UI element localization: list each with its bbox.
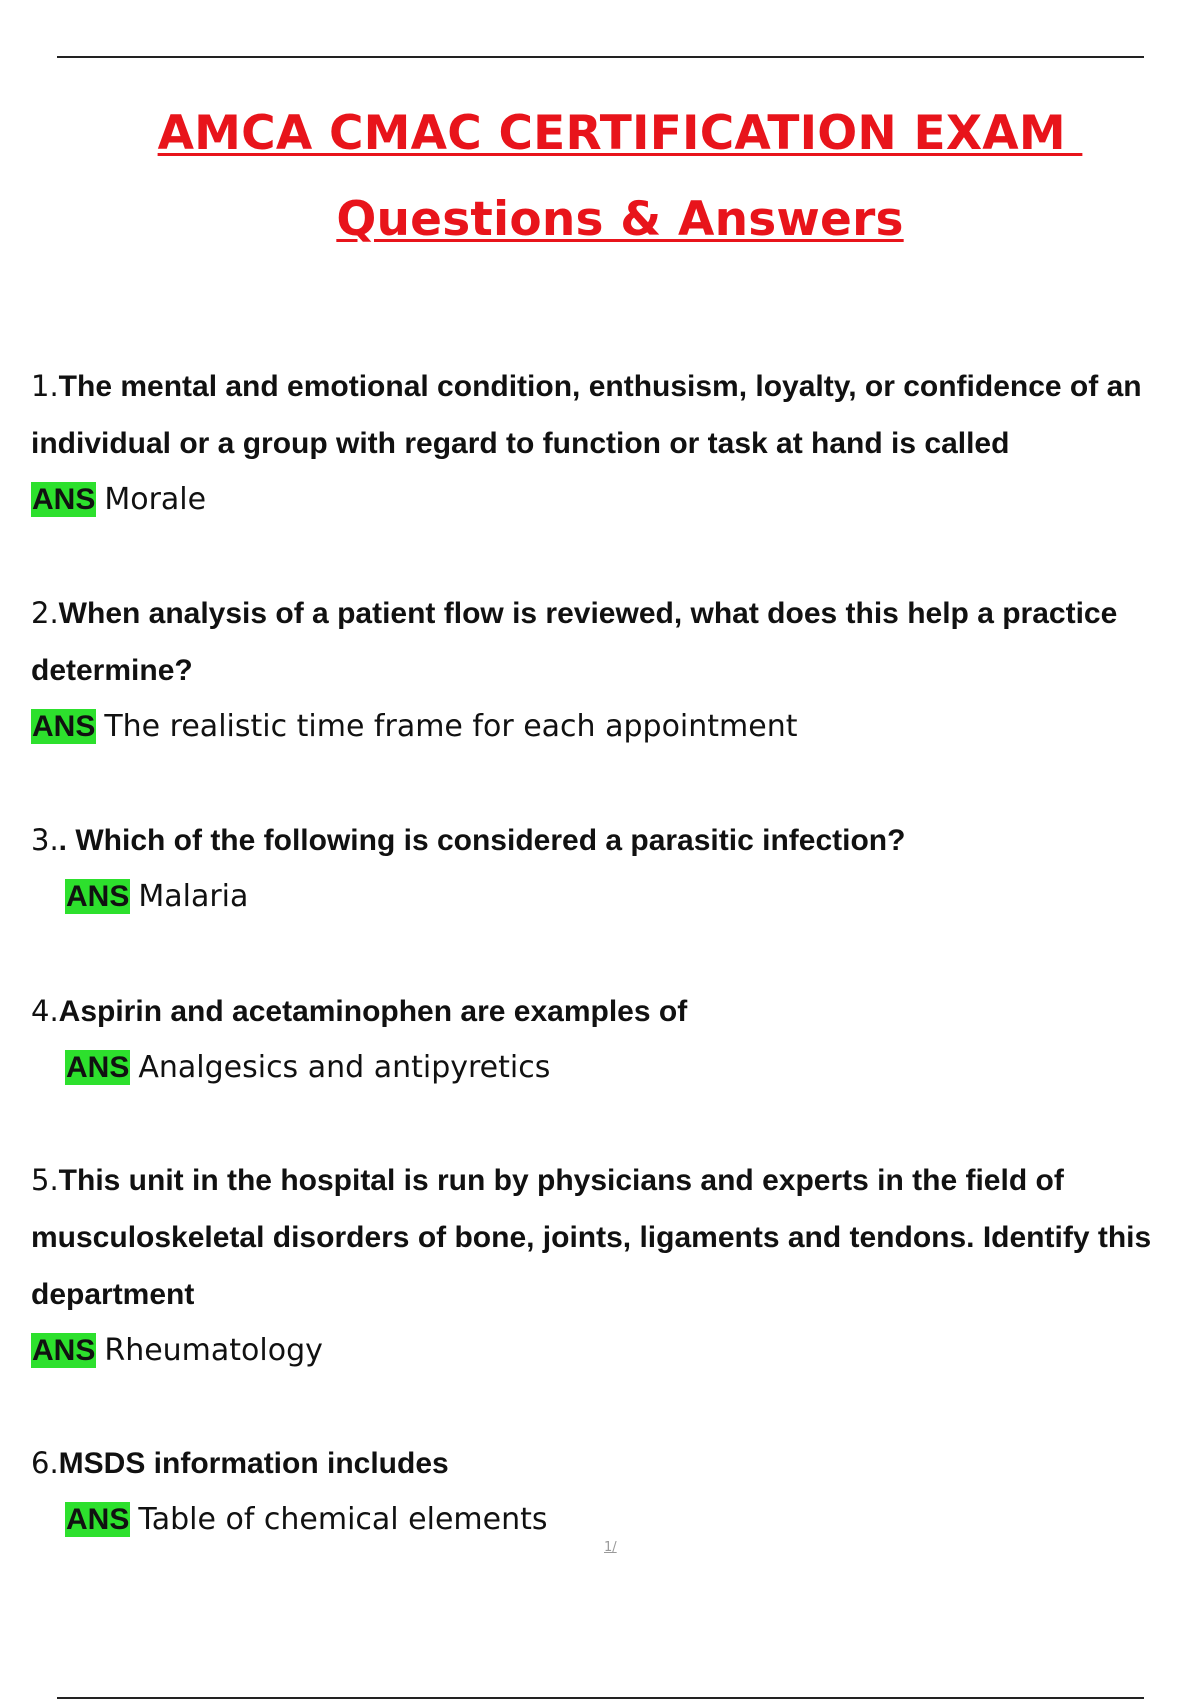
question-6 xyxy=(31,1435,1181,1492)
answer-text: Malaria xyxy=(138,879,249,914)
bottom-rule xyxy=(57,1697,1144,1699)
question-number: 3. xyxy=(31,823,59,857)
question-4 xyxy=(31,983,1181,1040)
qa-item-5 xyxy=(31,1152,1181,1379)
page-number: 1/ xyxy=(604,1540,617,1555)
answer-text: Table of chemical elements xyxy=(138,1502,548,1537)
question-5 xyxy=(31,1152,1181,1323)
question-text: This unit in the hospital is run by physicians and experts in the field of musculoskeletal disorders of bone, joints, ligaments and tendons. Identify this department xyxy=(31,1164,1152,1311)
ans-highlight-label: ANS xyxy=(32,483,96,516)
answer-text: The realistic time frame for each appointment xyxy=(104,709,798,744)
qa-item-3 xyxy=(31,812,1181,925)
answer-text: Rheumatology xyxy=(104,1333,323,1368)
question-number: 4. xyxy=(31,994,59,1028)
answer-1 xyxy=(31,472,1181,528)
answer-4 xyxy=(31,1040,1181,1096)
question-3 xyxy=(31,812,1181,869)
ans-highlight-label: ANS xyxy=(66,1051,130,1084)
question-1 xyxy=(31,358,1181,472)
ans-highlight-label: ANS xyxy=(66,1503,130,1536)
qa-item-2 xyxy=(31,585,1181,755)
ans-highlight-label: ANS xyxy=(66,880,130,913)
question-text: The mental and emotional condition, enthusism, loyalty, or confidence of an individual or a group with regard to function or task at hand is called xyxy=(31,370,1142,460)
answer-3 xyxy=(31,869,1181,925)
answer-text: Morale xyxy=(104,482,207,517)
top-rule xyxy=(57,56,1144,58)
question-number: 6. xyxy=(31,1446,59,1480)
ans-highlight-label: ANS xyxy=(32,710,96,743)
question-text: Aspirin and acetaminophen are examples of xyxy=(58,995,688,1028)
question-text: . Which of the following is considered a parasitic infection? xyxy=(58,824,906,857)
qa-item-4 xyxy=(31,983,1181,1096)
document-subtitle: Questions & Answers xyxy=(336,192,904,247)
qa-item-1 xyxy=(31,358,1181,528)
question-text: MSDS information includes xyxy=(58,1447,449,1480)
question-number: 2. xyxy=(31,596,59,630)
question-text: When analysis of a patient flow is reviewed, what does this help a practice determine? xyxy=(31,597,1118,687)
answer-5 xyxy=(31,1323,1181,1379)
document-title: AMCA CMAC CERTIFICATION EXAM xyxy=(157,106,1083,161)
question-number: 1. xyxy=(31,369,59,403)
answer-2 xyxy=(31,699,1181,755)
question-number: 5. xyxy=(31,1163,59,1197)
answer-text: Analgesics and antipyretics xyxy=(138,1050,551,1085)
question-2 xyxy=(31,585,1181,699)
ans-highlight-label: ANS xyxy=(32,1334,96,1367)
qa-item-6 xyxy=(31,1435,1181,1548)
